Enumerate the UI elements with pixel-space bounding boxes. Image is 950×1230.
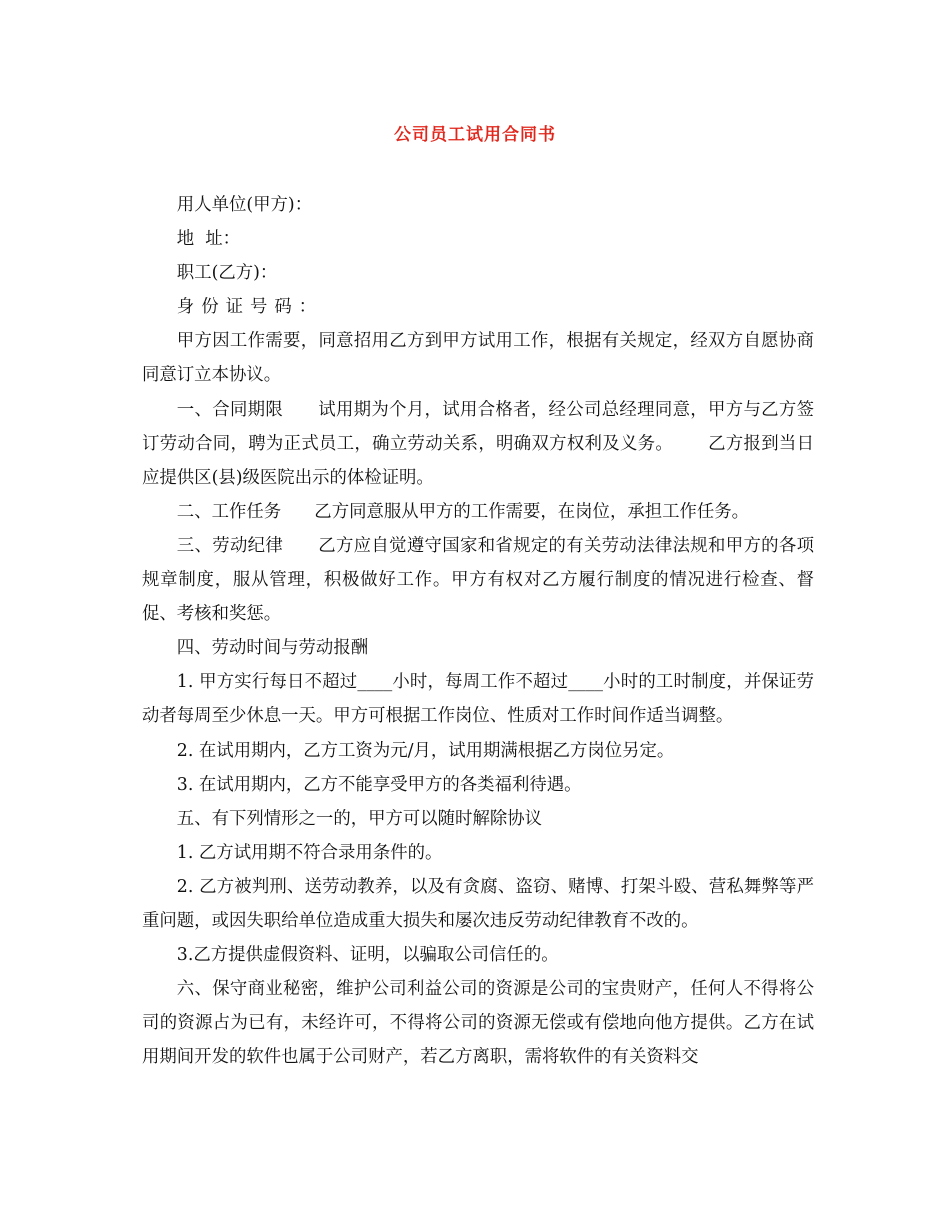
employee-field-label: 职工(乙方)： bbox=[176, 263, 278, 284]
clause-termination-item-3: 3.乙方提供虚假资料、证明，以骗取公司信任的。 bbox=[176, 945, 559, 966]
clause-termination-heading: 五、有下列情形之一的，甲方可以随时解除协议 bbox=[176, 808, 543, 829]
employer-field-label: 用人单位(甲方)： bbox=[176, 195, 313, 215]
address-field-label: 地 址： bbox=[176, 229, 241, 250]
clause-hours-item-2: 2. 在试用期内，乙方工资为元/月，试用期满根据乙方岗位另定。 bbox=[176, 740, 675, 761]
preamble-paragraph: 甲方因工作需要，同意招用乙方到甲方试用工作，根据有关规定，经双方自愿协商同意订立本协议。 bbox=[142, 331, 814, 386]
clause-termination-item-1: 1. 乙方试用期不符合录用条件的。 bbox=[176, 842, 443, 863]
clause-contract-term: 一、合同期限 试用期为个月，试用合格者，经公司总经理同意，甲方与乙方签订劳动合同，聘为正式员工，确立劳动关系，明确双方权利及义务。 乙方报到当日应提供区(县)级医院出示的体检证明。 bbox=[142, 399, 814, 488]
document-title: 公司员工试用合同书 bbox=[394, 125, 556, 145]
clause-hours-item-1: 1. 甲方实行每日不超过____小时，每周工作不超过____小时的工时制度，并保证劳动者每周至少休息一天。甲方可根据工作岗位、性质对工作时间作适当调整。 bbox=[142, 672, 814, 727]
clause-trade-secrets: 六、保守商业秘密，维护公司利益公司的资源是公司的宝贵财产，任何人不得将公司的资源占为已有，未经许可，不得将公司的资源无偿或有偿地向他方提供。乙方在试用期间开发的软件也属于公司财产，若乙方离职，需将软件的有关资料交 bbox=[142, 979, 814, 1068]
clause-labor-discipline: 三、劳动纪律 乙方应自觉遵守国家和省规定的有关劳动法律法规和甲方的各项规章制度，服从管理，积极做好工作。甲方有权对乙方履行制度的情况进行检查、督促、考核和奖惩。 bbox=[142, 535, 814, 625]
clause-hours-pay-heading: 四、劳动时间与劳动报酬 bbox=[176, 638, 369, 659]
clause-termination-item-2: 2. 乙方被判刑、送劳动教养，以及有贪腐、盗窃、赌博、打架斗殴、营私舞弊等严重问题，或因失职给单位造成重大损失和屡次违反劳动纪律教育不改的。 bbox=[142, 876, 814, 931]
clause-work-task: 二、工作任务 乙方同意服从甲方的工作需要，在岗位，承担工作任务。 bbox=[176, 501, 750, 522]
clause-hours-item-3: 3. 在试用期内，乙方不能享受甲方的各类福利待遇。 bbox=[176, 774, 582, 795]
id-number-field-label: 身份证号码： bbox=[176, 297, 324, 318]
document-body bbox=[142, 188, 814, 1074]
